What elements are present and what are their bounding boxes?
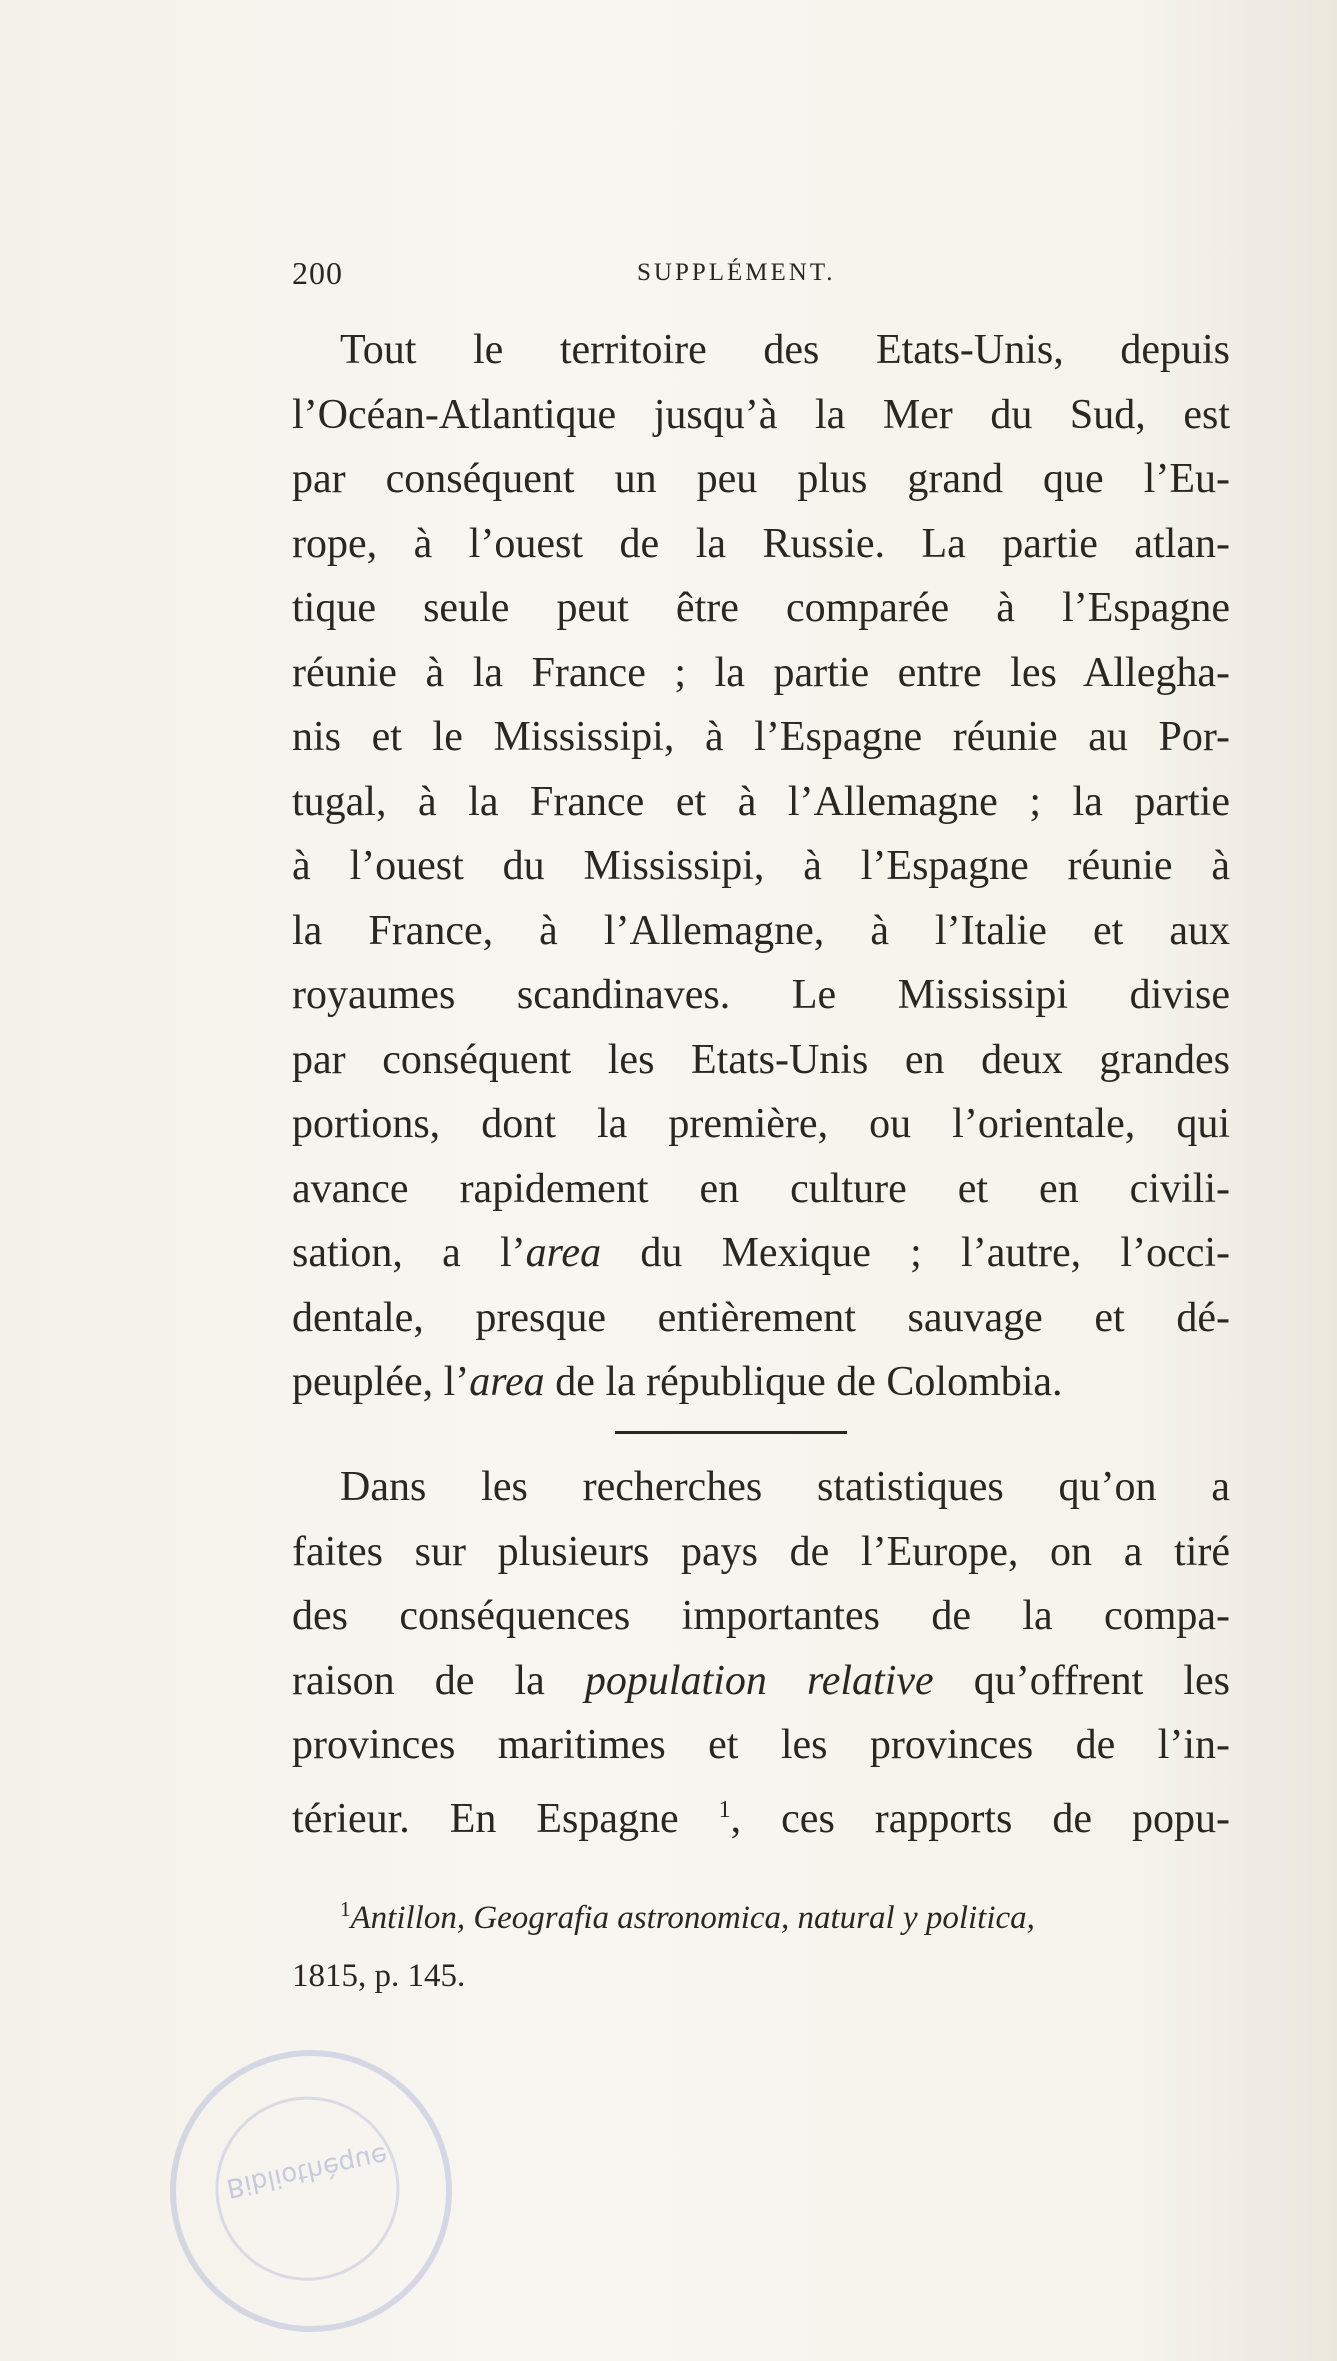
text-line: avance rapidement en culture et en civili- <box>292 1165 1230 1212</box>
text-line: raison de la population relative qu’offrent les <box>292 1657 1230 1704</box>
stamp-text: Bibliothèque <box>223 2139 390 2204</box>
italic-term: population relative <box>584 1657 934 1704</box>
footnote-line <box>292 1880 1230 1947</box>
text-line: Dans les recherches statistiques qu’on a <box>340 1464 1230 1510</box>
text-line: térieur. En Espagne $^1$, ces rapports de popu- <box>292 1795 1230 1842</box>
text-line: royaumes scandinaves. Le Mississipi divise <box>292 972 1230 1018</box>
paragraph-1 <box>292 318 1230 1415</box>
library-stamp <box>144 2024 478 2358</box>
text-line: tugal, à la France et à l’Allemagne ; la partie <box>292 778 1230 825</box>
text-line: des conséquences importantes de la compa- <box>292 1593 1230 1639</box>
footnote-mark: 1 <box>340 1897 351 1921</box>
italic-term: area <box>525 1230 602 1276</box>
section-divider <box>615 1431 847 1434</box>
text-line: sation, a l’area du Mexique ; l’autre, l’occi- <box>292 1230 1230 1276</box>
page-header <box>292 255 1222 295</box>
page-number: 200 <box>292 255 343 291</box>
text-line: portions, dont la première, ou l’orientale, qui <box>292 1101 1230 1147</box>
footnote <box>292 1880 1230 2005</box>
text-line: faites sur plusieurs pays de l’Europe, on a tiré <box>292 1528 1230 1575</box>
text-line: tique seule peut être comparée à l’Espagne <box>292 585 1230 631</box>
text-line: dentale, presque entièrement sauvage et dé- <box>292 1294 1230 1341</box>
text-line: l’Océan-Atlantique jusqu’à la Mer du Sud, est <box>292 391 1230 438</box>
text-line: à l’ouest du Mississipi, à l’Espagne réunie à <box>292 843 1230 889</box>
paragraph-2 <box>292 1455 1230 1851</box>
footnote-citation: 1815, p. 145. <box>292 1958 466 1994</box>
text-line: par conséquent un peu plus grand que l’Eu- <box>292 456 1230 502</box>
text-line: par conséquent les Etats-Unis en deux grandes <box>292 1036 1230 1083</box>
text-line: nis et le Mississipi, à l’Espagne réunie au Por- <box>292 714 1230 760</box>
text-line: Tout le territoire des Etats-Unis, depuis <box>340 327 1230 373</box>
text-line: rope, à l’ouest de la Russie. La partie atlan- <box>292 520 1230 567</box>
text-line: la France, à l’Allemagne, à l’Italie et aux <box>292 907 1230 954</box>
italic-term: area <box>469 1359 545 1405</box>
footnote-title: Antillon, Geografia astronomica, natural y politica, <box>350 1900 1035 1936</box>
text-line: provinces maritimes et les provinces de l’in- <box>292 1722 1230 1768</box>
footnote-reference: 1 <box>718 1796 731 1823</box>
text-line: réunie à la France ; la partie entre les Allegha- <box>292 649 1230 696</box>
text-line: peuplée, l’area de la république de Colombia. <box>292 1359 1063 1405</box>
running-head: SUPPLÉMENT. <box>637 259 836 286</box>
